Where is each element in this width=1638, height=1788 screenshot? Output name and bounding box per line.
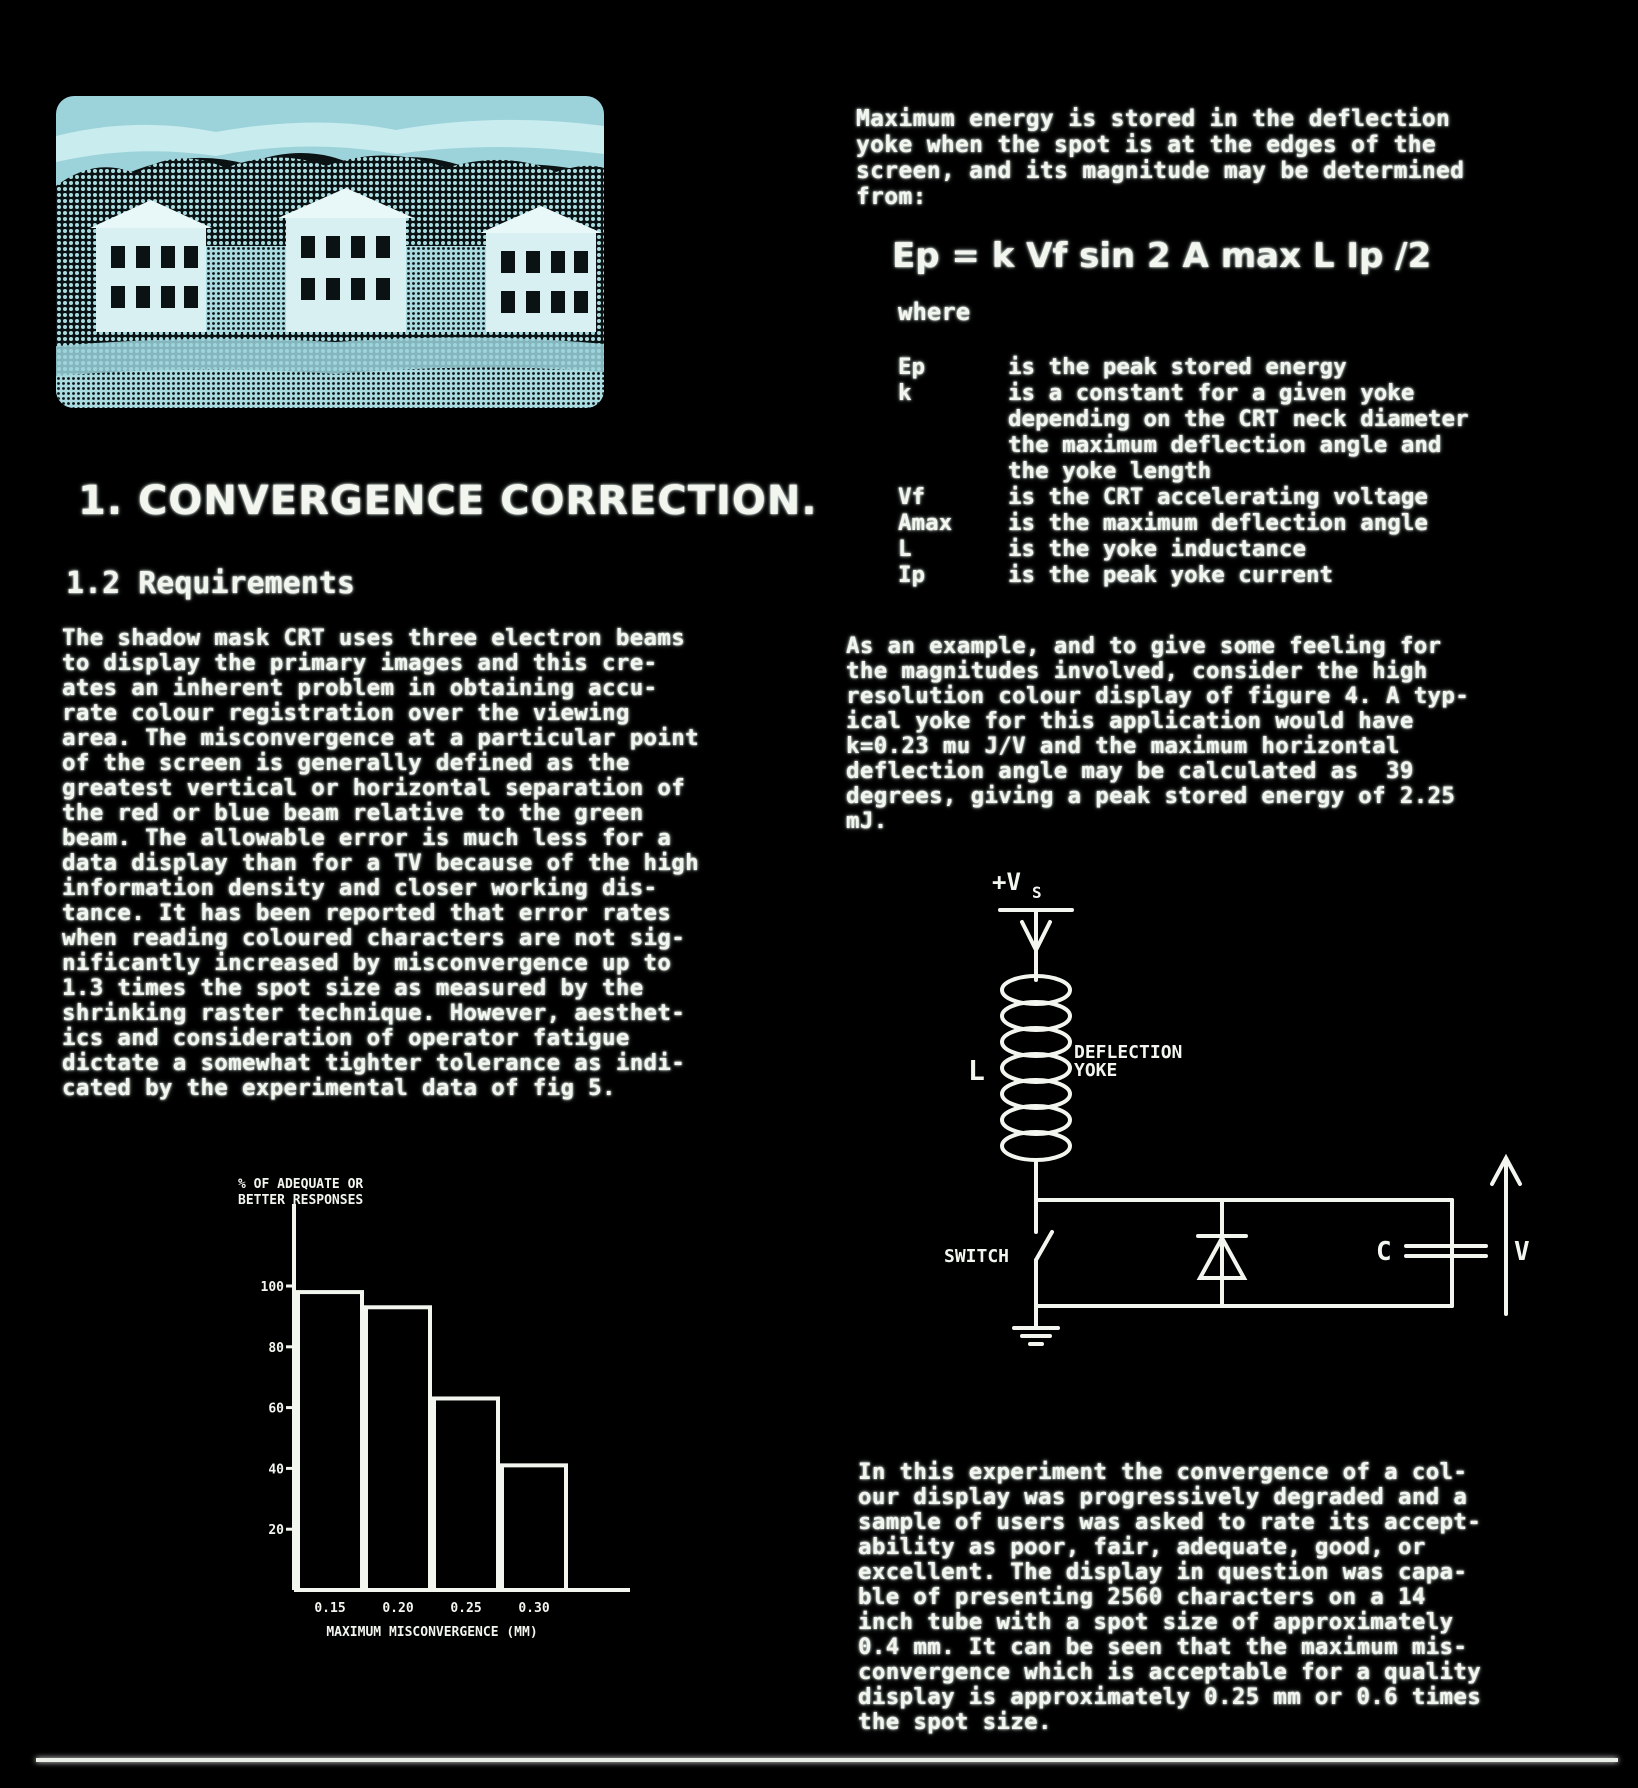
definition-row [898, 484, 1469, 510]
bar [298, 1292, 362, 1590]
definition-text: is a constant for a given yoke depending on the CRT neck diameter the maximum deflection angle and the yoke length [1008, 380, 1469, 484]
requirements-line: tance. It has been reported that error rates [62, 900, 672, 926]
deflection-yoke-circuit [930, 860, 1550, 1360]
definition-text: is the peak stored energy [1008, 354, 1347, 380]
yoke-label-line2: YOKE [1074, 1060, 1118, 1081]
requirements-line: cated by the experimental data of fig 5. [62, 1075, 616, 1101]
definition-row [898, 354, 1469, 380]
requirements-line: area. The misconvergence at a particular point [62, 725, 699, 751]
y-tick-label: 80 [268, 1340, 284, 1356]
definition-symbol: Amax [898, 510, 953, 536]
example-line: the magnitudes involved, consider the high [846, 658, 1428, 684]
definition-symbol: Ep [898, 354, 926, 380]
inductor-label: L [968, 1054, 985, 1087]
requirements-line: when reading coloured characters are not sig- [62, 925, 686, 951]
definition-row [898, 536, 1469, 562]
requirements-line: ics and consideration of operator fatigue [62, 1025, 630, 1051]
y-tick-label: 60 [268, 1401, 284, 1417]
requirements-line: of the screen is generally defined as the [62, 750, 630, 776]
bar [434, 1398, 498, 1590]
requirements-line: The shadow mask CRT uses three electron beams [62, 625, 686, 651]
subsection-heading: 1.2 Requirements [66, 566, 355, 601]
example-line: deflection angle may be calculated as 39 [846, 758, 1414, 784]
x-tick-label: 0.25 [450, 1601, 482, 1616]
switch-contact [1036, 1232, 1052, 1260]
x-tick-label: 0.20 [382, 1601, 414, 1616]
supply-subscript: S [1032, 883, 1042, 902]
definition-symbol: Vf [898, 484, 926, 510]
energy-intro-line: screen, and its magnitude may be determined [856, 158, 1465, 184]
yoke-label-line1: DEFLECTION [1074, 1042, 1183, 1063]
experiment-line: 0.4 mm. It can be seen that the maximum mis- [858, 1634, 1468, 1660]
requirements-line: to display the primary images and this cre- [62, 650, 658, 676]
requirements-line: rate colour registration over the viewing [62, 700, 630, 726]
bar [502, 1465, 566, 1590]
requirements-line: dictate a somewhat tighter tolerance as indi- [62, 1050, 686, 1076]
energy-formula: Ep = k Vf sin 2 A max L Ip /2 [892, 236, 1432, 276]
requirements-line: data display than for a TV because of the high [62, 850, 699, 876]
requirements-line: shrinking raster technique. However, aesthet- [62, 1000, 686, 1026]
example-line: mJ. [846, 808, 888, 834]
definition-text: is the peak yoke current [1008, 562, 1334, 588]
requirements-paragraph [62, 626, 699, 1101]
requirements-line: ates an inherent problem in obtaining accu- [62, 675, 658, 701]
experiment-line: convergence which is acceptable for a quality [858, 1659, 1482, 1685]
y-tick-label: 40 [268, 1462, 284, 1478]
x-axis-label: MAXIMUM MISCONVERGENCE (MM) [326, 1625, 538, 1640]
example-line: degrees, giving a peak stored energy of 2.25 [846, 783, 1456, 809]
energy-intro-paragraph [856, 106, 1464, 210]
requirements-line: nificantly increased by misconvergence up to [62, 950, 672, 976]
building-image [56, 96, 604, 408]
requirements-line: information density and closer working dis- [62, 875, 658, 901]
experiment-line: inch tube with a spot size of approximately [858, 1609, 1454, 1635]
y-tick-label: 100 [260, 1280, 284, 1295]
x-tick-label: 0.15 [314, 1601, 346, 1616]
definition-symbol: L [898, 536, 912, 562]
experiment-line: In this experiment the convergence of a col- [858, 1459, 1468, 1485]
supply-label: +V [992, 868, 1021, 896]
experiment-line: sample of users was asked to rate its accept- [858, 1509, 1482, 1535]
section-heading: 1. CONVERGENCE CORRECTION. [78, 478, 818, 524]
inductor-coil [1002, 976, 1070, 1160]
definition-text: is the yoke inductance [1008, 536, 1307, 562]
y-axis-label: % OF ADEQUATE OR BETTER RESPONSES [238, 1177, 364, 1208]
switch-label: SWITCH [944, 1246, 1010, 1267]
example-line: ical yoke for this application would have [846, 708, 1414, 734]
requirements-line: beam. The allowable error is much less for a [62, 825, 672, 851]
requirements-line: greatest vertical or horizontal separation of [62, 775, 686, 801]
example-line: As an example, and to give some feeling for [846, 633, 1442, 659]
experiment-line: display is approximately 0.25 mm or 0.6 times [858, 1684, 1482, 1710]
bar [366, 1307, 430, 1590]
experiment-line: our display was progressively degraded and a [858, 1484, 1468, 1510]
definition-text: is the CRT accelerating voltage [1008, 484, 1428, 510]
building-photo [56, 96, 604, 408]
x-tick-label: 0.30 [518, 1601, 550, 1616]
experiment-line: the spot size. [858, 1709, 1052, 1735]
example-line: resolution colour display of figure 4. A typ- [846, 683, 1470, 709]
energy-intro-line: yoke when the spot is at the edges of the [856, 132, 1437, 158]
energy-intro-line: from: [856, 184, 927, 210]
voltage-label: V [1514, 1237, 1530, 1267]
experiment-line: ability as poor, fair, adequate, good, or [858, 1534, 1426, 1560]
y-tick-label: 20 [268, 1523, 284, 1539]
definition-row [898, 380, 1469, 484]
definition-row [898, 510, 1469, 536]
definition-symbol: Ip [898, 562, 926, 588]
definition-symbol: k [898, 380, 912, 406]
requirements-line: the red or blue beam relative to the green [62, 800, 644, 826]
definition-text: is the maximum deflection angle [1008, 510, 1428, 536]
misconvergence-bar-chart [220, 1170, 640, 1650]
bottom-rule [36, 1758, 1618, 1762]
capacitor-label: C [1376, 1237, 1392, 1267]
experiment-paragraph [858, 1460, 1481, 1735]
example-line: k=0.23 mu J/V and the maximum horizontal [846, 733, 1400, 759]
experiment-line: ble of presenting 2560 characters on a 14 [858, 1584, 1426, 1610]
definition-row [898, 562, 1469, 588]
requirements-line: 1.3 times the spot size as measured by the [62, 975, 644, 1001]
definitions-list [898, 354, 1469, 588]
example-paragraph [846, 634, 1469, 834]
energy-intro-line: Maximum energy is stored in the deflection [856, 106, 1451, 132]
where-label: where [898, 298, 971, 326]
experiment-line: excellent. The display in question was capa- [858, 1559, 1468, 1585]
